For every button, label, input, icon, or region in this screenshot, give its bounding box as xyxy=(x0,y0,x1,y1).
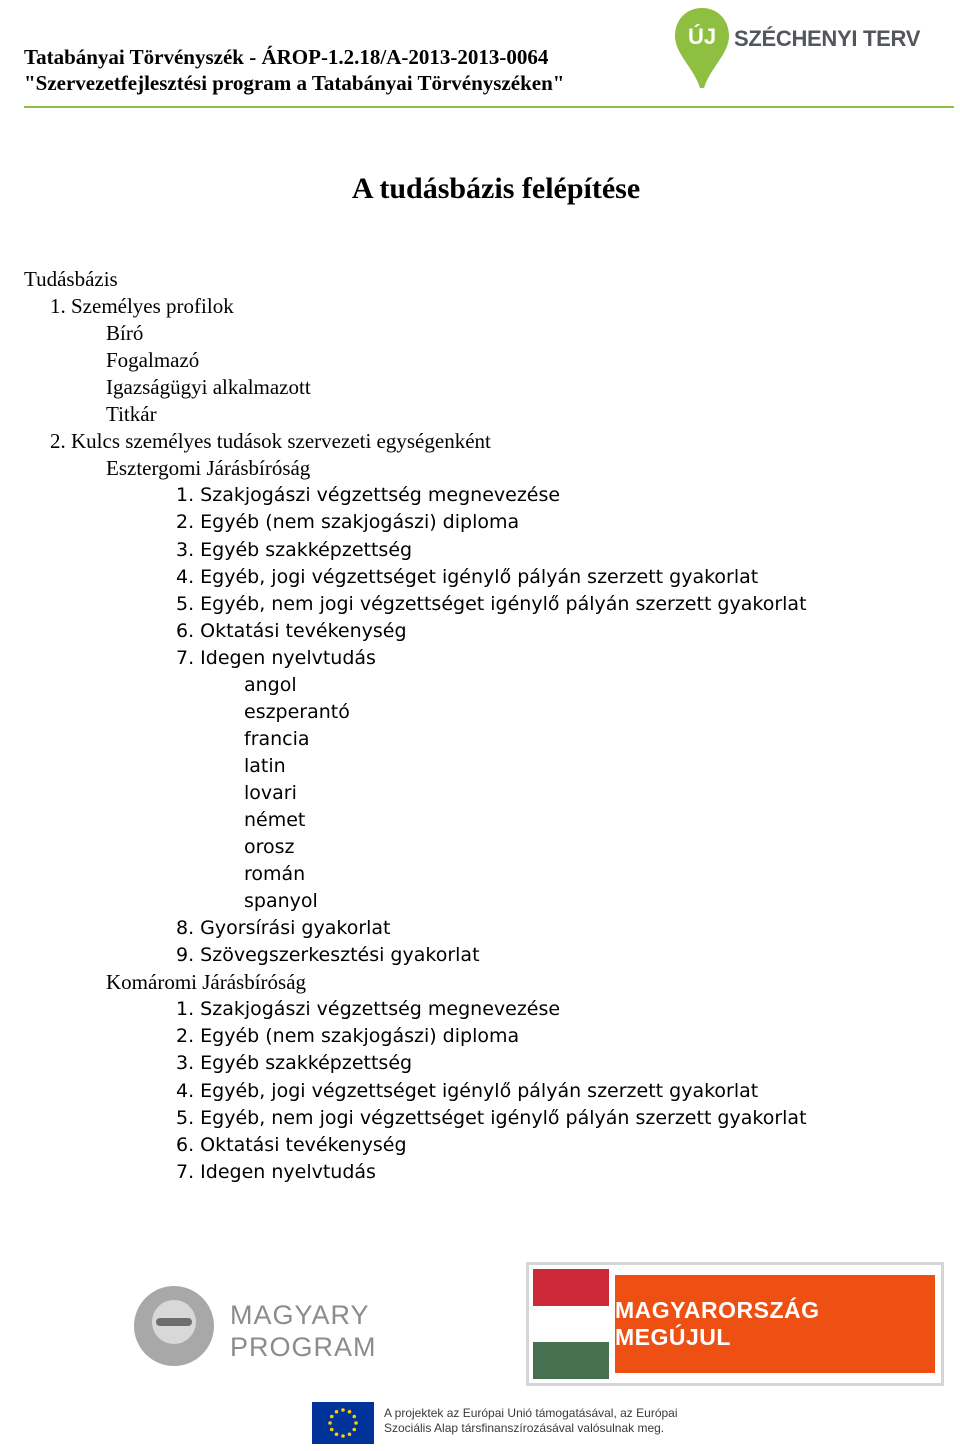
eu-star xyxy=(352,1415,356,1419)
magyarorszag-megujul-logo xyxy=(526,1262,944,1386)
page-title: A tudásbázis felépítése xyxy=(351,172,641,205)
outline-item: angol xyxy=(244,673,297,696)
outline-item: 2. Egyéb (nem szakjogászi) diploma xyxy=(176,1025,520,1048)
magyary-line-2: PROGRAM xyxy=(230,1332,377,1362)
outline-item: Bíró xyxy=(106,321,144,346)
magyary-line-1: MAGYARY xyxy=(230,1300,370,1330)
outline-item: 6. Oktatási tevékenység xyxy=(176,619,407,642)
eu-star xyxy=(330,1415,334,1419)
outline-item: lovari xyxy=(244,781,297,804)
outline-item: Komáromi Járásbíróság xyxy=(106,970,307,995)
eu-funding-notice xyxy=(384,1406,678,1436)
outline-item: 5. Egyéb, nem jogi végzettséget igénylő pályán szerzett gyakorlat xyxy=(176,1106,807,1129)
eu-star xyxy=(354,1421,358,1425)
outline-item: román xyxy=(244,863,306,886)
outline-item: 1. Szakjogászi végzettség megnevezése xyxy=(176,998,561,1021)
outline-item: 1. Személyes profilok xyxy=(50,294,234,319)
eu-star xyxy=(348,1432,352,1436)
eu-flag-icon xyxy=(312,1402,374,1444)
outline-item: 6. Oktatási tevékenység xyxy=(176,1133,407,1156)
outline-item: 7. Idegen nyelvtudás xyxy=(176,646,376,669)
outline-item: Tudásbázis xyxy=(24,267,118,291)
banner-text: MAGYARORSZÁG MEGÚJUL xyxy=(615,1275,935,1373)
portrait-emblem-icon xyxy=(124,1262,224,1380)
outline-item: Titkár xyxy=(106,402,157,427)
outline-item: 9. Szövegszerkesztési gyakorlat xyxy=(176,944,480,967)
outline-item: 5. Egyéb, nem jogi végzettséget igénylő pályán szerzett gyakorlat xyxy=(176,592,807,615)
outline-item: 1. Szakjogászi végzettség megnevezése xyxy=(176,484,561,507)
outline-item: 4. Egyéb, jogi végzettséget igénylő pályán szerzett gyakorlat xyxy=(176,1079,759,1102)
document-header xyxy=(24,44,564,96)
outline-item: 4. Egyéb, jogi végzettséget igénylő pályán szerzett gyakorlat xyxy=(176,565,759,588)
hungarian-flag-icon xyxy=(533,1269,609,1379)
outline-item: 7. Idegen nyelvtudás xyxy=(176,1160,376,1183)
eu-star xyxy=(341,1408,345,1412)
eu-star xyxy=(328,1421,332,1425)
outline-item: 2. Kulcs személyes tudások szervezeti egységenként xyxy=(50,429,491,454)
outline-item: Fogalmazó xyxy=(106,348,200,373)
eu-star xyxy=(335,1410,339,1414)
szechenyi-terv-logo xyxy=(672,6,932,90)
map-pin-icon xyxy=(672,6,732,90)
eu-notice-line-2: Szociális Alap társfinanszírozásával valósulnak meg. xyxy=(384,1421,665,1435)
outline-item: latin xyxy=(244,754,286,777)
eu-notice-line-1: A projektek az Európai Unió támogatásával, az Európai xyxy=(384,1406,678,1420)
outline-item: francia xyxy=(244,727,310,750)
outline-item: 8. Gyorsírási gyakorlat xyxy=(176,917,391,940)
eu-star xyxy=(335,1432,339,1436)
header-line-2: "Szervezetfejlesztési program a Tatabányai Törvényszéken" xyxy=(24,71,565,95)
outline-item: spanyol xyxy=(244,890,318,913)
outline-item: orosz xyxy=(244,836,295,859)
eu-star xyxy=(341,1434,345,1438)
outline-item: 3. Egyéb szakképzettség xyxy=(176,1052,413,1075)
header-line-1: Tatabányai Törvényszék - ÁROP-1.2.18/A-2013-2013-0064 xyxy=(24,45,549,69)
logo-badge-text: ÚJ xyxy=(687,24,717,49)
outline-item: Esztergomi Járásbíróság xyxy=(106,456,311,481)
outline-item: 3. Egyéb szakképzettség xyxy=(176,538,413,561)
outline-item: német xyxy=(244,809,306,831)
eu-star xyxy=(352,1428,356,1432)
eu-star xyxy=(330,1428,334,1432)
magyary-program-logo xyxy=(124,1262,424,1380)
logo-wordmark: SZÉCHENYI TERV xyxy=(734,26,921,51)
header-divider xyxy=(24,106,954,108)
outline-item: eszperantó xyxy=(244,700,350,723)
outline-item: Igazságügyi alkalmazott xyxy=(106,375,311,400)
eu-star xyxy=(348,1410,352,1414)
outline-item: 2. Egyéb (nem szakjogászi) diploma xyxy=(176,511,520,534)
